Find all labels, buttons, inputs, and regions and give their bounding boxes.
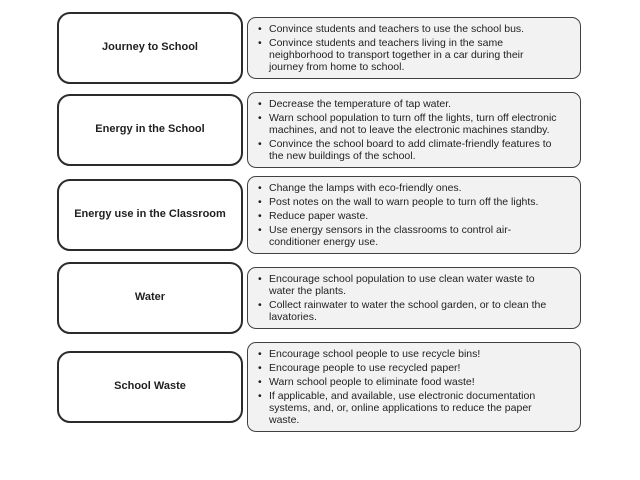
- bullet-item: • Encourage school people to use recycle bins!: [256, 348, 558, 360]
- diagram-row-energy-use-in-the-classroom: [57, 176, 581, 254]
- bullet-item: • Encourage people to use recycled paper!: [256, 362, 558, 374]
- bullet-list: [256, 273, 570, 323]
- actions-box-school-waste: [247, 342, 581, 432]
- bullet-item: • Convince students and teachers to use the school bus.: [256, 23, 558, 35]
- bullet-item: • Warn school people to eliminate food waste!: [256, 376, 558, 388]
- category-box-energy-in-the-school: [57, 94, 243, 166]
- bullet-item: • Reduce paper waste.: [256, 210, 558, 222]
- bullet-item: • Decrease the temperature of tap water.: [256, 98, 558, 110]
- category-label: Journey to School: [102, 41, 198, 54]
- category-box-journey-to-school: [57, 12, 243, 84]
- category-box-school-waste: [57, 351, 243, 423]
- diagram-row-journey-to-school: [57, 12, 581, 84]
- bullet-item: • If applicable, and available, use electronic documentation systems, and, or, online applications to reduce the paper waste.: [256, 390, 558, 426]
- actions-box-journey-to-school: [247, 17, 581, 79]
- category-label: Energy use in the Classroom: [74, 208, 226, 221]
- category-box-water: [57, 262, 243, 334]
- diagram-row-energy-in-the-school: [57, 92, 581, 168]
- bullet-list: [256, 348, 570, 426]
- category-label: Energy in the School: [95, 123, 205, 136]
- category-box-energy-use-in-the-classroom: [57, 179, 243, 251]
- diagram-row-school-waste: [57, 342, 581, 432]
- bullet-item: • Warn school population to turn off the lights, turn off electronic machines, and not to leave the electronic machines standby.: [256, 112, 558, 136]
- actions-box-water: [247, 267, 581, 329]
- actions-box-energy-use-in-the-classroom: [247, 176, 581, 254]
- bullet-item: • Use energy sensors in the classrooms to control air-conditioner energy use.: [256, 224, 558, 248]
- category-label: Water: [134, 291, 166, 304]
- bullet-list: [256, 23, 570, 73]
- category-label: School Waste: [114, 380, 186, 393]
- diagram-row-water: [57, 262, 581, 334]
- bullet-item: • Convince the school board to add climate-friendly features to the new buildings of the school.: [256, 138, 558, 162]
- bullet-item: • Encourage school population to use clean water waste to water the plants.: [256, 273, 558, 297]
- bullet-item: • Post notes on the wall to warn people to turn off the lights.: [256, 196, 558, 208]
- bullet-list: [256, 98, 570, 162]
- bullet-item: • Convince students and teachers living in the same neighborhood to transport together in a car during their journey from home to school.: [256, 37, 558, 73]
- actions-box-energy-in-the-school: [247, 92, 581, 168]
- bullet-list: [256, 182, 570, 248]
- bullet-item: • Change the lamps with eco-friendly ones.: [256, 182, 558, 194]
- bullet-item: • Collect rainwater to water the school garden, or to clean the lavatories.: [256, 299, 558, 323]
